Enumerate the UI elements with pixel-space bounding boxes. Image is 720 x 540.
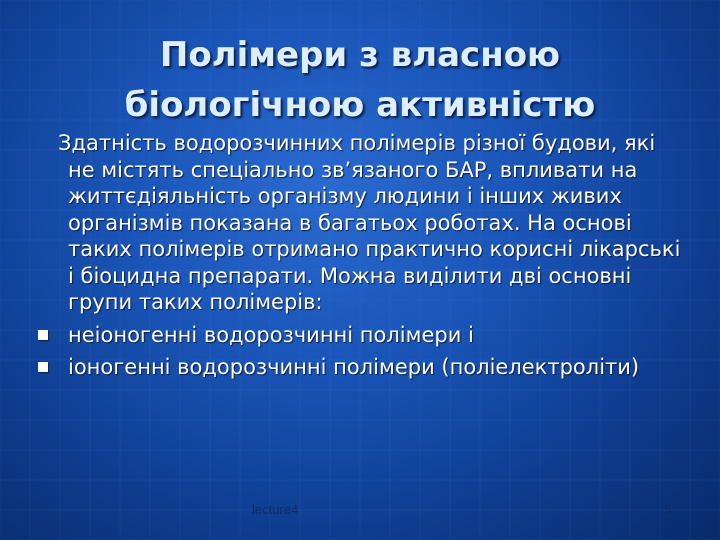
bullet-text: неіоногенні водорозчинні полімери і <box>68 322 474 347</box>
intro-paragraph: Здатність водорозчинних полімерів різної будови, які не містять спеціально зв’язаного БАР, впливати на життєдіяльність організму людини і інших живих організмів показана в багатьох роботах. На основі таких полімерів отримано практично корисні лікарські і біоцидна препарати. Можна виділити дві основні групи таких полімерів: <box>58 131 681 314</box>
page-number: 5 <box>664 502 672 517</box>
bullet-item-nonionic <box>32 322 688 349</box>
footer-label: lecture4 <box>252 502 299 517</box>
slide-body <box>32 130 688 381</box>
bullet-item-ionic <box>32 354 688 381</box>
square-bullet-icon <box>38 362 48 372</box>
bullet-list <box>32 322 688 381</box>
slide-title-line-2: біологічною активністю <box>124 85 596 125</box>
bullet-text: іоногенні водорозчинні полімери (поліелектроліти) <box>68 355 640 379</box>
square-bullet-icon <box>38 330 48 340</box>
slide-title-line-1: Полімери з власною <box>159 35 561 75</box>
slide-title <box>60 30 660 130</box>
